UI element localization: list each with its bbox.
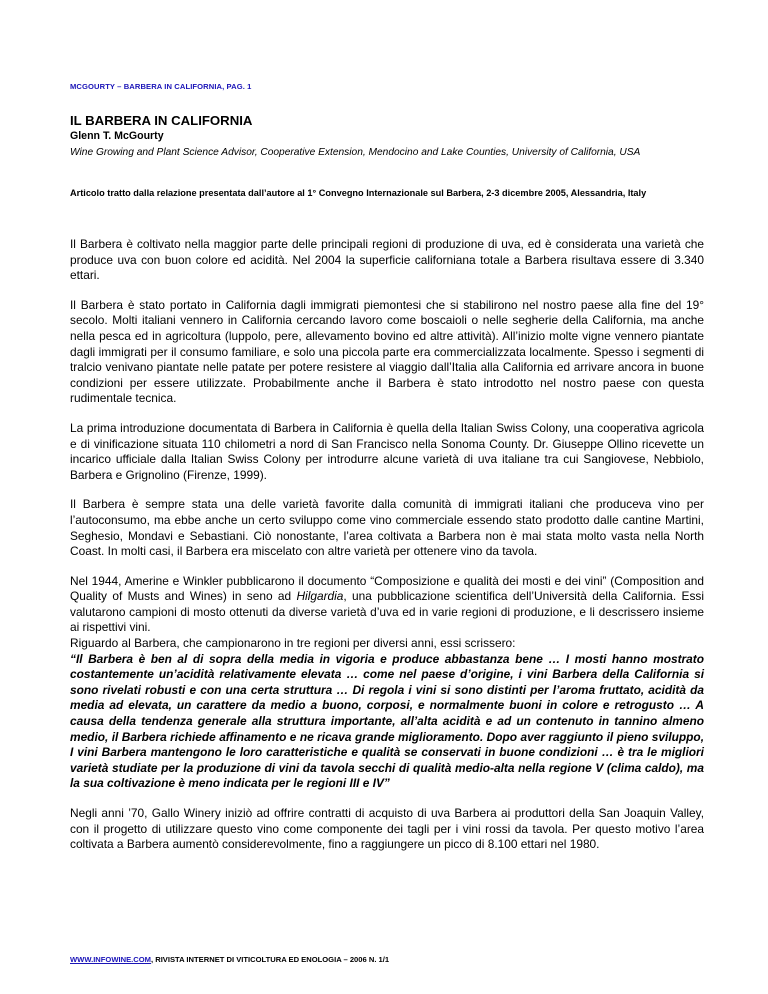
author-affiliation: Wine Growing and Plant Science Advisor, Cooperative Extension, Mendocino and Lake Counties, University of California, USA (70, 147, 641, 158)
running-header: MCGOURTY – BARBERA IN CALIFORNIA, PAG. 1 (70, 82, 252, 91)
paragraph-text: Nel 1944, Amerine e Winkler pubblicarono il documento “Composizione e qualità dei mosti e dei vini” (Composition and Quality of Musts and Wines) in seno ad (70, 573, 704, 604)
paragraph: Negli anni ’70, Gallo Winery iniziò ad offrire contratti di acquisto di uva Barbera ai produttori della San Joaquin Valley, con il progetto di utilizzare questo vino come componente dei tagli per i vini rossi da tavola. Per questo motivo l’area coltivata a Barbera aumentò considerevolmente, fino a raggiungere un picco di 8.100 ettari nel 1980. (70, 806, 704, 852)
quotation: “Il Barbera è ben al di sopra della media in vigoria e produce abbastanza bene … I mosti hanno mostrato costantemente un’acidità relativamente elevata … come nel paese d’origine, i vini Barbera della California si sono rivelati robusti e con una certa struttura … Di regola i vini si sono distinti per l’aroma fruttato, acidità da media ad elevata, un carattere da medio a buono, corposi, e normalmente buoni in colore e retrogusto … A causa della tendenza generale alla struttura importante, all’alta acidità e ad un contenuto in tannino almeno medio, il Barbera richiede affinamento e ne ricava grande miglioramento. Dopo aver raggiunto il pieno sviluppo, I vini Barbera mantengono le loro caratteristiche e qualità se conservati in buone condizioni … è tra le migliori varietà studiate per la produzione di vini da tavola secchi di qualità medio-alta nella regione V (clima caldo), ma la sua coltivazione è meno indicata per le regioni III e IV” (70, 651, 704, 791)
page-footer (70, 955, 389, 964)
paragraph: La prima introduzione documentata di Barbera in California è quella della Italian Swiss Colony, una cooperativa agricola e di vinificazione situata 110 chilometri a nord di San Francisco nella Sonoma County. Dr. Giuseppe Ollino ricevette un incarico ufficiale dalla Italian Swiss Colony per introdurre alcune varietà di uva italiane tra cui Sangiovese, Nebbiolo, Barbera e Grignolino (Firenze, 1999). (70, 420, 704, 482)
website-link[interactable]: WWW.INFOWINE.COM (70, 955, 151, 964)
paragraph: Il Barbera è coltivato nella maggior parte delle principali regioni di produzione di uva, ed è considerata una varietà che produce uva con buon colore ed acidità. Nel 2004 la superficie californiana totale a Barbera risultava essere di 3.340 ettari. (70, 237, 704, 283)
journal-name: Hilgardia (296, 589, 344, 604)
paragraph (70, 574, 704, 636)
article-body (70, 237, 704, 867)
paragraph-text: , una pubblicazione scientifica dell’Università della California. Essi valutarono campioni di mosto ottenuti da diverse varietà d’uva ed in varie regioni di produzione, e li descrissero insieme ai rispettivi vini. (70, 589, 704, 635)
article-author: Glenn T. McGourty (70, 130, 164, 142)
article-title: IL BARBERA IN CALIFORNIA (70, 113, 253, 128)
footer-text: , RIVISTA INTERNET DI VITICOLTURA ED ENOLOGIA – 2006 N. 1/1 (150, 955, 390, 964)
paragraph: Riguardo al Barbera, che campionarono in tre regioni per diversi anni, essi scrissero: (70, 636, 516, 651)
paragraph: Il Barbera è sempre stata una delle varietà favorite dalla comunità di immigrati italiani che produceva vino per l’autoconsumo, ma ebbe anche un certo sviluppo come vino commerciale essendo stato prodotto dalle cantine Martini, Seghesio, Mondavi e Sebastiani. Ciò nonostante, l’area coltivata a Barbera non è mai stata molto vasta nella North Coast. In molti casi, il Barbera era miscelato con altre varietà per ottenere vino da tavola. (70, 497, 704, 559)
paragraph: Il Barbera è stato portato in California dagli immigrati piemontesi che si stabilirono nel nostro paese alla fine del 19° secolo. Molti italiani vennero in California cercando lavoro come boscaioli o nelle segherie della California, ma anche nella pesca ed in agricoltura (luppolo, pere, allevamento bovino ed altre attività). All’inizio molte vigne vennero piantate dagli immigrati per il consumo familiare, e solo una piccola parte era commercializzata localmente. Spesso i segmenti di tralcio venivano piantate nelle patate per potere resistere al viaggio dall’Italia alla California ed arrivare ancora in buone condizioni per essere utilizzate. Probabilmente anche il Barbera è stato introdotto nel nostro paese con questa rudimentale tecnica. (70, 297, 704, 406)
source-note: Articolo tratto dalla relazione presentata dall’autore al 1° Convegno Internazionale sul Barbera, 2-3 dicembre 2005, Alessandria, Italy (70, 188, 647, 198)
